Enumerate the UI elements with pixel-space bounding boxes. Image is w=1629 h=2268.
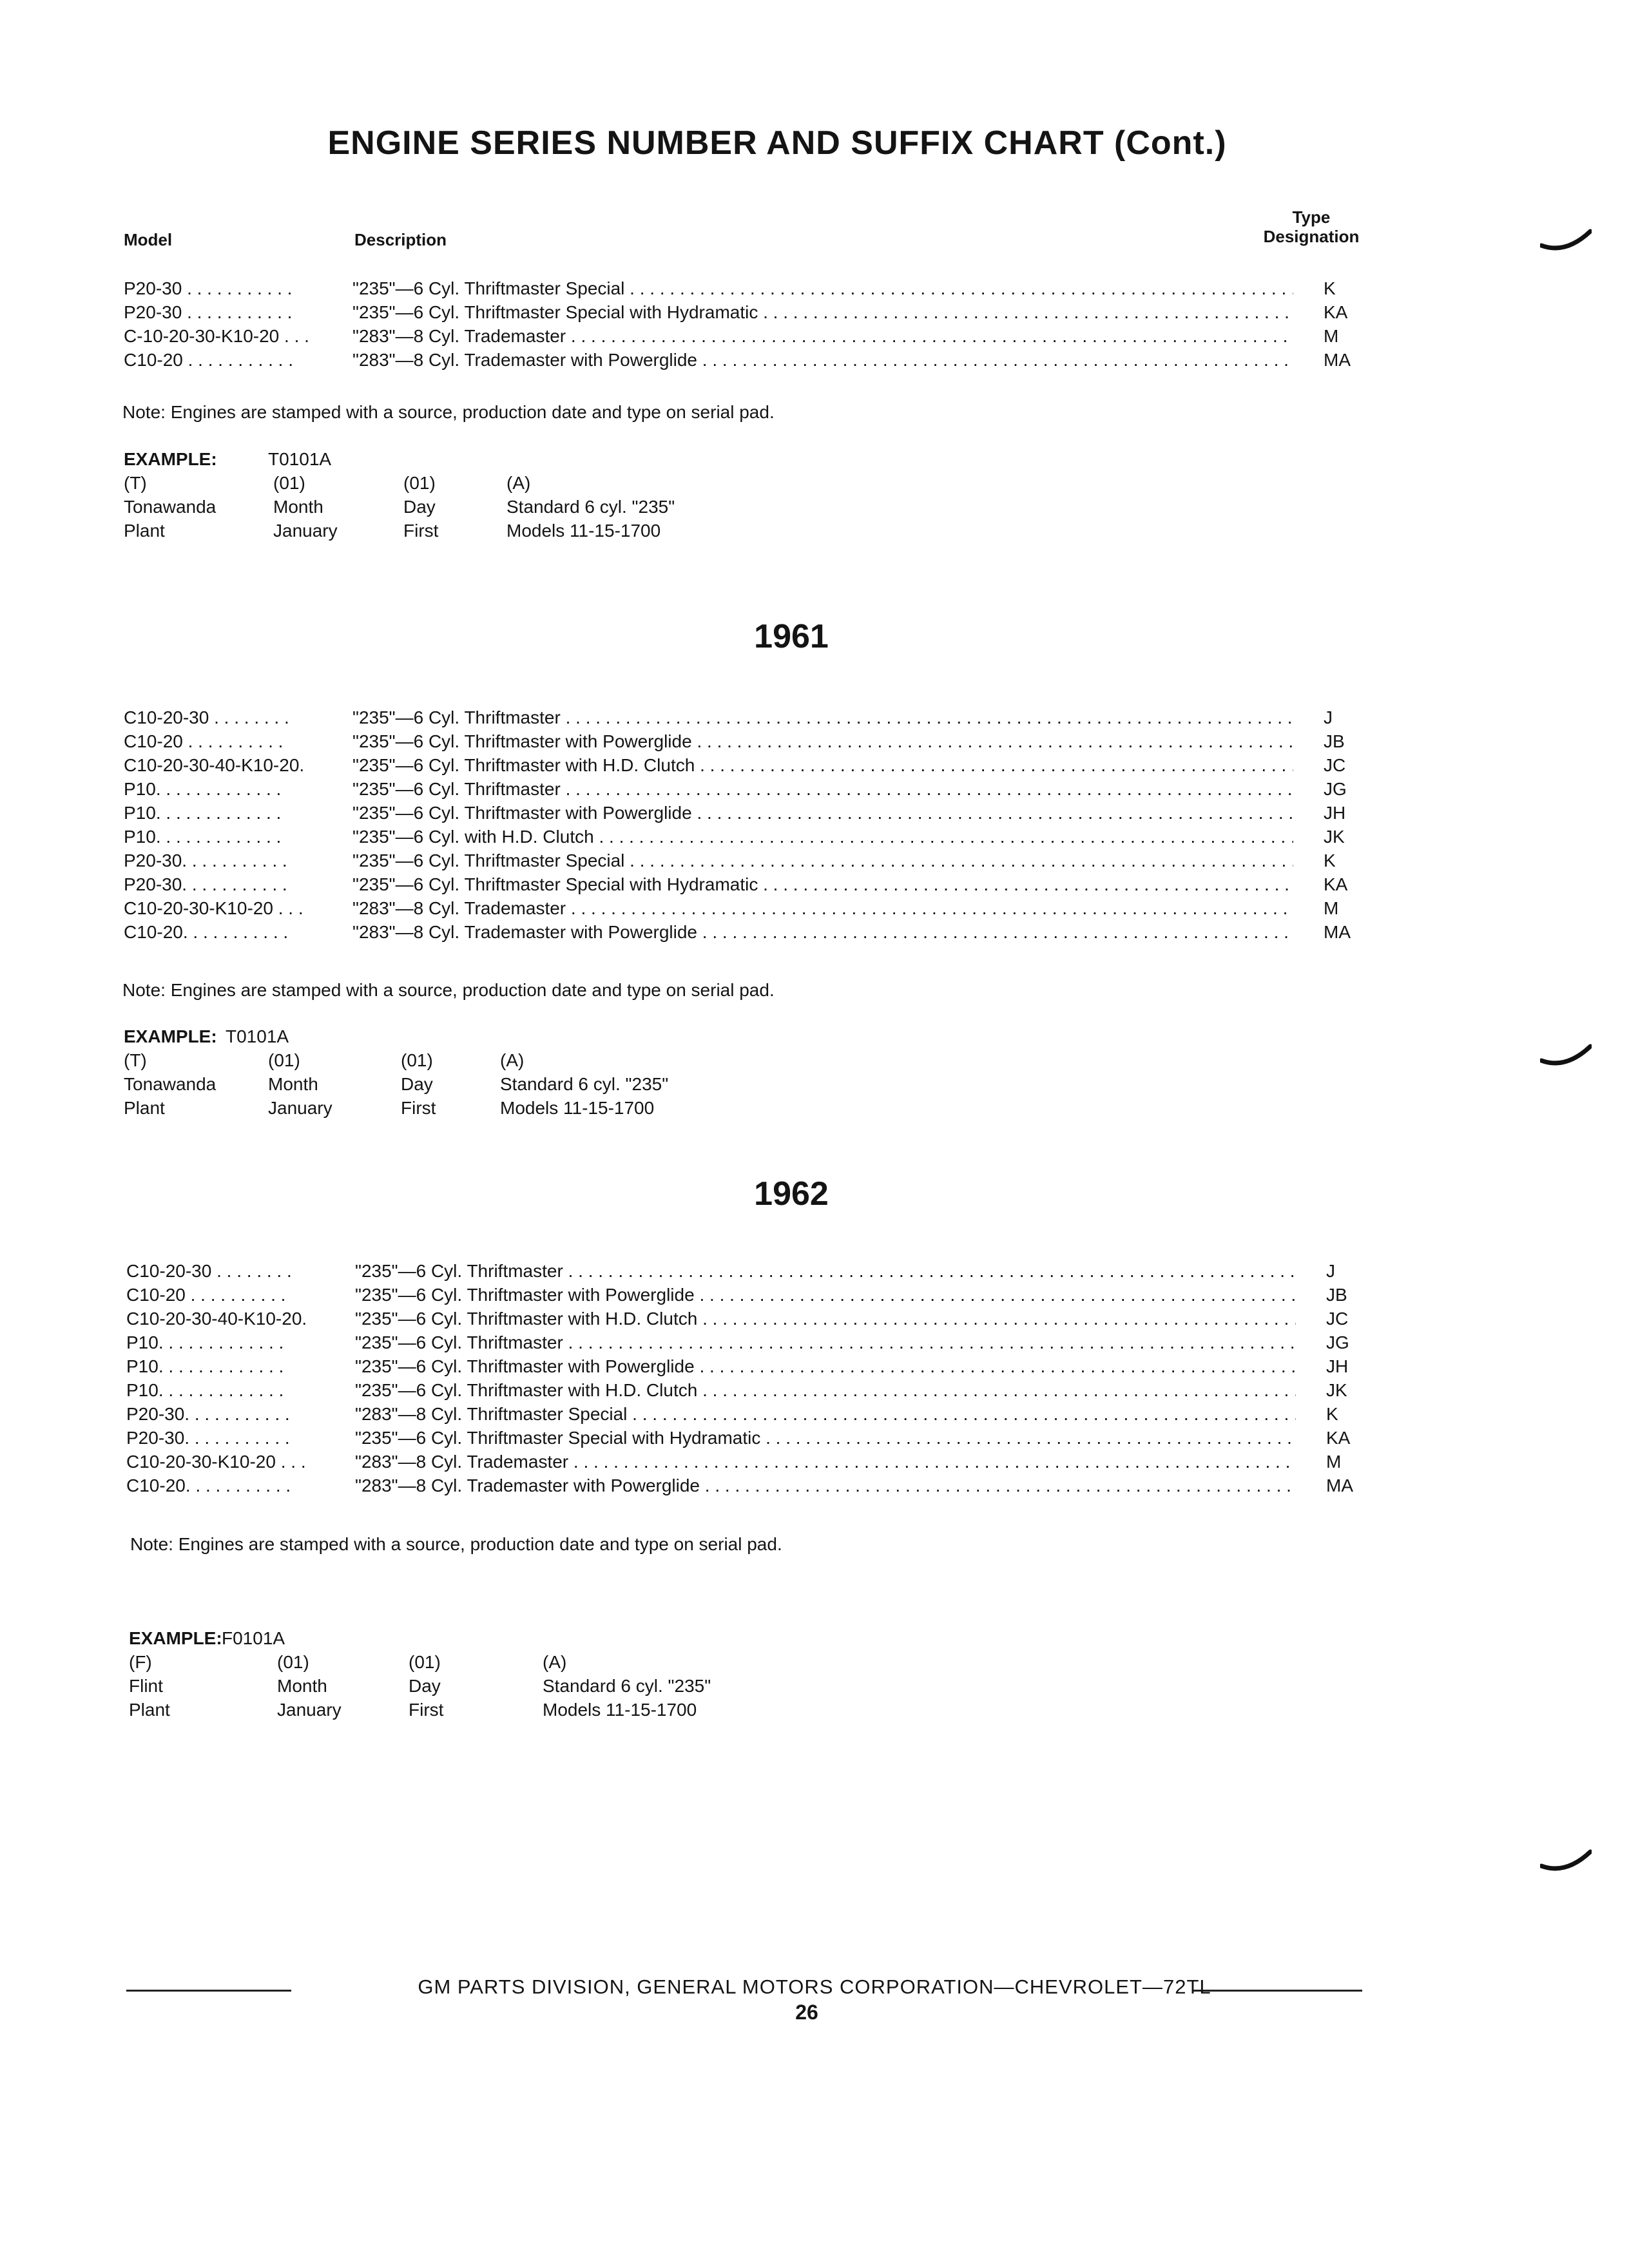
model-cell: C10-20-30-K10-20 . . . xyxy=(124,898,304,918)
type-code-cell: JH xyxy=(1326,1356,1349,1376)
description-cell: "235"—6 Cyl. Thriftmaster . . . xyxy=(352,706,1293,729)
table-row xyxy=(124,729,1367,753)
example-source: Flint xyxy=(129,1676,163,1696)
description-cell: "235"—6 Cyl. Thriftmaster . . . xyxy=(352,777,1293,801)
example-1961 xyxy=(124,1024,768,1120)
example-month: (01) xyxy=(273,473,305,493)
table-row xyxy=(126,1331,1370,1354)
table-row xyxy=(126,1283,1370,1307)
model-cell: C10-20. . . . . . . . . . . xyxy=(124,922,289,942)
model-cell: P10. . . . . . . . . . . . . xyxy=(126,1380,284,1400)
column-header-type xyxy=(1244,207,1379,246)
type-code-cell: JK xyxy=(1324,827,1345,847)
description-cell: "283"—8 Cyl. Trademaster with Powerglide . . . xyxy=(355,1474,1296,1497)
table-row xyxy=(124,849,1367,872)
footer-text: GM PARTS DIVISION, GENERAL MOTORS CORPORATION—CHEVROLET—72TL xyxy=(418,1975,1211,1998)
type-code-cell: KA xyxy=(1324,302,1348,322)
table-row xyxy=(124,825,1367,849)
column-header-model: Model xyxy=(124,230,173,249)
example-month: Month xyxy=(268,1074,318,1094)
type-code-cell: JG xyxy=(1324,779,1347,799)
example-label: EXAMPLE: xyxy=(129,1628,222,1648)
example-1962 xyxy=(129,1626,773,1722)
description-cell: "283"—8 Cyl. Trademaster with Powerglide . . . xyxy=(352,348,1293,372)
type-code-cell: K xyxy=(1324,278,1336,298)
example-month: Month xyxy=(277,1676,327,1696)
description-cell: "283"—8 Cyl. Trademaster . . . xyxy=(352,896,1293,920)
description-cell: "235"—6 Cyl. Thriftmaster . . . xyxy=(355,1259,1296,1283)
type-code-cell: MA xyxy=(1324,350,1351,370)
type-code-cell: KA xyxy=(1326,1428,1351,1448)
example-day: (01) xyxy=(401,1050,433,1070)
year-heading-1962: 1962 xyxy=(754,1175,829,1213)
description-cell: "235"—6 Cyl. Thriftmaster with H.D. Clutch . . . xyxy=(355,1307,1296,1331)
type-code-cell: JK xyxy=(1326,1380,1347,1400)
type-code-cell: JB xyxy=(1324,731,1345,751)
table-row xyxy=(124,753,1367,777)
example-source: Plant xyxy=(124,1098,165,1118)
example-month: January xyxy=(273,521,338,541)
example-day: First xyxy=(403,521,439,541)
example-month: (01) xyxy=(277,1652,309,1672)
year-heading-1961: 1961 xyxy=(754,618,829,655)
table-row xyxy=(126,1402,1370,1426)
description-cell: "283"—8 Cyl. Thriftmaster Special . . . xyxy=(355,1402,1296,1426)
model-cell: P20-30. . . . . . . . . . . xyxy=(124,850,287,870)
model-cell: C10-20 . . . . . . . . . . xyxy=(126,1285,286,1305)
example-type: Standard 6 cyl. "235" xyxy=(543,1676,711,1696)
type-code-cell: MA xyxy=(1324,922,1351,942)
example-source: (F) xyxy=(129,1652,152,1672)
type-code-cell: KA xyxy=(1324,874,1348,894)
description-cell: "235"—6 Cyl. Thriftmaster with Powerglide . . . xyxy=(355,1354,1296,1378)
type-code-cell: J xyxy=(1326,1261,1335,1281)
description-cell: "235"—6 Cyl. Thriftmaster Special with Hydramatic . . . xyxy=(352,872,1293,896)
model-cell: C10-20-30-40-K10-20. xyxy=(124,755,305,775)
example-source: (T) xyxy=(124,473,147,493)
table-row xyxy=(124,872,1367,896)
example-type: (A) xyxy=(543,1652,567,1672)
example-month: (01) xyxy=(268,1050,300,1070)
description-cell: "235"—6 Cyl. Thriftmaster with Powerglide . . . xyxy=(352,801,1293,825)
type-code-cell: JG xyxy=(1326,1332,1349,1352)
note-1960: Note: Engines are stamped with a source, production date and type on serial pad. xyxy=(122,402,775,422)
table-row xyxy=(124,777,1367,801)
example-source: Plant xyxy=(124,521,165,541)
description-cell: "235"—6 Cyl. Thriftmaster Special with Hydramatic . . . xyxy=(352,300,1293,324)
example-type: Standard 6 cyl. "235" xyxy=(500,1074,669,1094)
model-cell: C10-20-30 . . . . . . . . xyxy=(124,707,289,727)
example-day: Day xyxy=(401,1074,433,1094)
description-cell: "283"—8 Cyl. Trademaster . . . xyxy=(355,1450,1296,1474)
example-source: (T) xyxy=(124,1050,147,1070)
example-month: Month xyxy=(273,497,323,517)
table-row xyxy=(126,1474,1370,1497)
table-row xyxy=(124,300,1367,324)
type-code-cell: JC xyxy=(1326,1309,1349,1329)
example-type: (A) xyxy=(500,1050,525,1070)
model-cell: P20-30. . . . . . . . . . . xyxy=(124,874,287,894)
example-code: T0101A xyxy=(226,1026,289,1046)
type-code-cell: JC xyxy=(1324,755,1346,775)
table-row xyxy=(126,1354,1370,1378)
binding-mark-icon xyxy=(1540,1849,1592,1875)
description-cell: "235"—6 Cyl. Thriftmaster . . . xyxy=(355,1331,1296,1354)
model-cell: C10-20-30-40-K10-20. xyxy=(126,1309,307,1329)
example-month: January xyxy=(277,1700,342,1720)
table-row xyxy=(124,801,1367,825)
model-cell: P10. . . . . . . . . . . . . xyxy=(124,779,282,799)
table-row xyxy=(126,1426,1370,1450)
example-type: Models 11-15-1700 xyxy=(543,1700,697,1720)
description-cell: "235"—6 Cyl. Thriftmaster with H.D. Clutch . . . xyxy=(355,1378,1296,1402)
model-cell: C-10-20-30-K10-20 . . . xyxy=(124,326,309,346)
column-header-type-line1: Type xyxy=(1292,207,1331,227)
note-1962: Note: Engines are stamped with a source, production date and type on serial pad. xyxy=(130,1534,782,1554)
description-cell: "283"—8 Cyl. Trademaster with Powerglide . . . xyxy=(352,920,1293,944)
example-source: Tonawanda xyxy=(124,497,217,517)
model-cell: C10-20 . . . . . . . . . . xyxy=(124,731,284,751)
column-header-description: Description xyxy=(354,230,447,249)
type-code-cell: MA xyxy=(1326,1475,1353,1495)
table-row xyxy=(124,348,1367,372)
example-code: T0101A xyxy=(268,449,332,469)
model-cell: C10-20-30-K10-20 . . . xyxy=(126,1452,306,1472)
description-cell: "235"—6 Cyl. Thriftmaster with H.D. Clutch . . . xyxy=(352,753,1293,777)
description-cell: "235"—6 Cyl. Thriftmaster Special . . . xyxy=(352,276,1293,300)
example-type: Models 11-15-1700 xyxy=(500,1098,655,1118)
type-code-cell: JB xyxy=(1326,1285,1347,1305)
example-type: Standard 6 cyl. "235" xyxy=(506,497,675,517)
example-month: January xyxy=(268,1098,333,1118)
type-code-cell: M xyxy=(1324,898,1339,918)
example-day: Day xyxy=(409,1676,441,1696)
parts-list-1962 xyxy=(126,1259,1370,1497)
parts-list-1960 xyxy=(124,276,1367,372)
example-source: Plant xyxy=(129,1700,170,1720)
model-cell: P20-30 . . . . . . . . . . . xyxy=(124,278,293,298)
description-cell: "235"—6 Cyl. Thriftmaster with Powerglide . . . xyxy=(352,729,1293,753)
description-cell: "235"—6 Cyl. Thriftmaster Special . . . xyxy=(352,849,1293,872)
model-cell: C10-20-30 . . . . . . . . xyxy=(126,1261,292,1281)
type-code-cell: JH xyxy=(1324,803,1346,823)
example-type: (A) xyxy=(506,473,531,493)
example-1960 xyxy=(124,447,768,543)
description-cell: "235"—6 Cyl. Thriftmaster Special with Hydramatic . . . xyxy=(355,1426,1296,1450)
page-title: ENGINE SERIES NUMBER AND SUFFIX CHART (Cont.) xyxy=(327,124,1227,162)
description-cell: "235"—6 Cyl. Thriftmaster with Powerglide . . . xyxy=(355,1283,1296,1307)
example-day: First xyxy=(409,1700,444,1720)
example-label: EXAMPLE: xyxy=(124,1026,217,1046)
table-row xyxy=(126,1450,1370,1474)
example-label: EXAMPLE: xyxy=(124,449,217,469)
description-cell: "283"—8 Cyl. Trademaster . . . xyxy=(352,324,1293,348)
example-day: (01) xyxy=(409,1652,441,1672)
type-code-cell: J xyxy=(1324,707,1333,727)
note-1961: Note: Engines are stamped with a source, production date and type on serial pad. xyxy=(122,980,775,1000)
type-code-cell: K xyxy=(1324,850,1336,870)
table-row xyxy=(124,896,1367,920)
example-code: F0101A xyxy=(222,1628,285,1648)
table-row xyxy=(124,324,1367,348)
table-row xyxy=(124,920,1367,944)
model-cell: P10. . . . . . . . . . . . . xyxy=(126,1332,284,1352)
table-row xyxy=(126,1307,1370,1331)
column-header-type-line2: Designation xyxy=(1263,227,1360,246)
binding-mark-icon xyxy=(1540,1044,1592,1070)
description-cell: "235"—6 Cyl. with H.D. Clutch . . . xyxy=(352,825,1293,849)
example-day: First xyxy=(401,1098,436,1118)
table-row xyxy=(124,706,1367,729)
binding-mark-icon xyxy=(1540,229,1592,255)
model-cell: C10-20 . . . . . . . . . . . xyxy=(124,350,293,370)
model-cell: P10. . . . . . . . . . . . . xyxy=(124,803,282,823)
type-code-cell: K xyxy=(1326,1404,1338,1424)
model-cell: P20-30. . . . . . . . . . . xyxy=(126,1428,290,1448)
example-day: (01) xyxy=(403,473,436,493)
example-source: Tonawanda xyxy=(124,1074,217,1094)
model-cell: P20-30 . . . . . . . . . . . xyxy=(124,302,293,322)
model-cell: P20-30. . . . . . . . . . . xyxy=(126,1404,290,1424)
model-cell: P10. . . . . . . . . . . . . xyxy=(126,1356,284,1376)
example-type: Models 11-15-1700 xyxy=(506,521,661,541)
table-row xyxy=(126,1259,1370,1283)
table-row xyxy=(126,1378,1370,1402)
type-code-cell: M xyxy=(1324,326,1339,346)
type-code-cell: M xyxy=(1326,1452,1342,1472)
table-row xyxy=(124,276,1367,300)
page-number: 26 xyxy=(795,2001,818,2024)
model-cell: P10. . . . . . . . . . . . . xyxy=(124,827,282,847)
example-day: Day xyxy=(403,497,436,517)
model-cell: C10-20. . . . . . . . . . . xyxy=(126,1475,291,1495)
parts-list-1961 xyxy=(124,706,1367,944)
